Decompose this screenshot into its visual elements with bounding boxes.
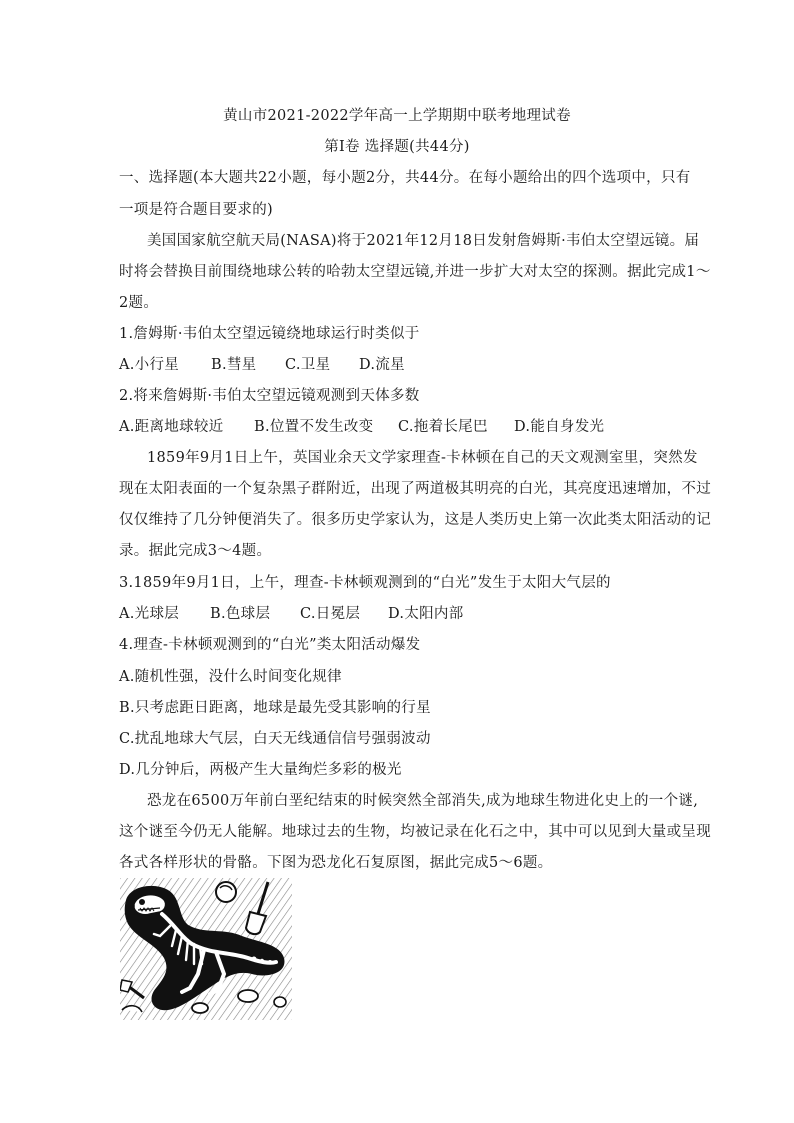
passage1-line2: 时将会替换目前围绕地球公转的哈勃太空望远镜,并进一步扩大对太空的探测。据此完成1～ [119,264,711,280]
q4-option-a: A.随机性强，没什么时间变化规律 [119,669,342,685]
passage2-line1: 1859年9月1日上午，英国业余天文学家理查-卡林顿在自己的天文观测室里，突然发 [147,450,698,466]
part-title: 第Ⅰ卷 选择题(共44分) [324,139,470,155]
q1-option-d: D.流星 [359,357,405,373]
q2-option-b: B.位置不发生改变 [254,419,374,435]
q3-option-b: B.色球层 [210,606,271,622]
q4-option-d: D.几分钟后，两极产生大量绚烂多彩的极光 [119,762,402,778]
q4-option-c: C.扰乱地球大气层，白天无线通信信号强弱波动 [119,731,431,747]
section-heading-line2: 一项是符合题目要求的) [119,202,273,218]
q1-option-a: A.小行星 [119,357,180,373]
passage2-line2: 现在太阳表面的一个复杂黑子群附近，出现了两道极其明亮的白光，其亮度迅速增加，不过 [119,481,711,497]
dinosaur-fossil-icon [120,878,292,1020]
q1-stem: 1.詹姆斯·韦伯太空望远镜绕地球运行时类似于 [119,326,420,342]
q2-option-c: C.拖着长尾巴 [398,419,488,435]
q2-stem: 2.将来詹姆斯·韦伯太空望远镜观测到天体多数 [119,388,420,404]
q3-option-a: A.光球层 [119,606,180,622]
passage3-line1: 恐龙在6500万年前白垩纪结束的时候突然全部消失,成为地球生物进化史上的一个谜, [147,793,699,809]
passage3-line2: 这个谜至今仍无人能解。地球过去的生物，均被记录在化石之中，其中可以见到大量或呈现 [119,824,711,840]
q3-option-c: C.日冕层 [300,606,361,622]
section-heading-line1: 一、选择题(本大题共22小题，每小题2分，共44分。在每小题给出的四个选项中，只有 [119,170,691,186]
q2-option-d: D.能自身发光 [514,419,605,435]
q4-stem: 4.理查-卡林顿观测到的“白光”类太阳活动爆发 [119,637,421,653]
passage2-line3: 仅仅维持了几分钟便消失了。很多历史学家认为，这是人类历史上第一次此类太阳活动的记 [119,512,711,528]
passage1-line3: 2题。 [119,295,159,311]
exam-title: 黄山市2021-2022学年高一上学期期中联考地理试卷 [223,108,571,124]
q2-option-a: A.距离地球较近 [119,419,224,435]
passage3-line3: 各式各样形状的骨骼。下图为恐龙化石复原图，据此完成5～6题。 [119,855,553,871]
q3-stem: 3.1859年9月1日，上午，理查-卡林顿观测到的“白光”发生于太阳大气层的 [119,575,611,591]
q1-option-b: B.彗星 [211,357,257,373]
q4-option-b: B.只考虑距日距离，地球是最先受其影响的行星 [119,700,431,716]
passage2-line4: 录。据此完成3～4题。 [119,543,272,559]
q1-option-c: C.卫星 [285,357,331,373]
passage1-line1: 美国国家航空航天局(NASA)将于2021年12月18日发射詹姆斯·韦伯太空望远镜。届 [147,233,700,249]
q3-option-d: D.太阳内部 [388,606,464,622]
